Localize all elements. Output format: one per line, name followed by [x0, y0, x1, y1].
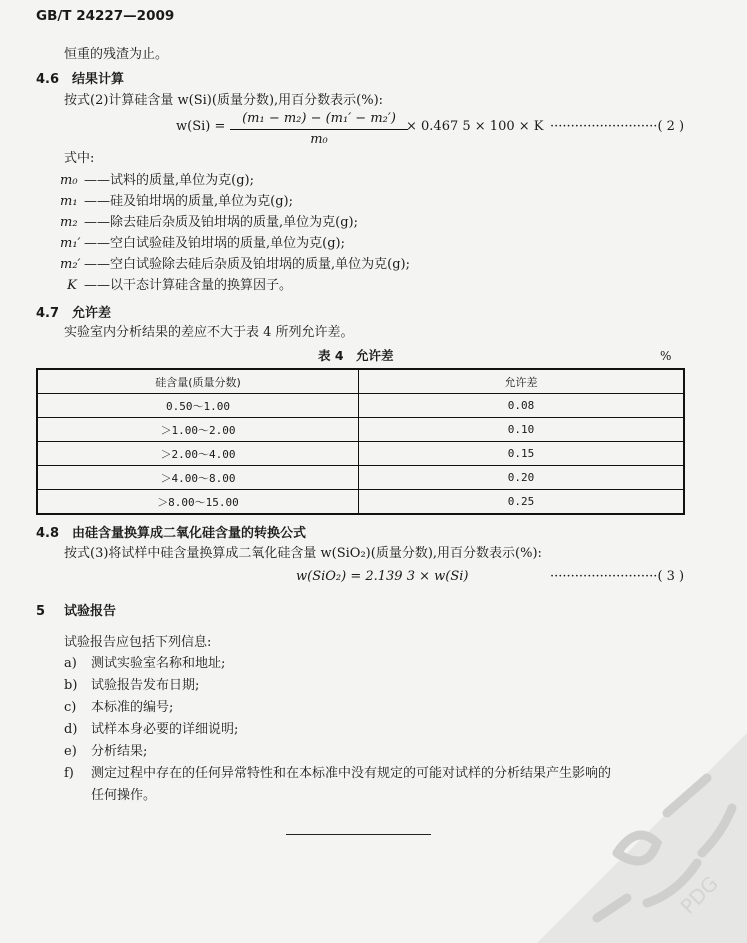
section-4-6-heading [36, 68, 124, 87]
table-4 [36, 368, 685, 515]
definition-m2-prime: m₂′ ——空白试验除去硅后杂质及铂坩埚的质量,单位为克(g); [60, 257, 410, 272]
table-cell: ＞2.00～4.00 [37, 442, 359, 466]
section-title: 试验报告 [64, 604, 117, 619]
table-cell: 0.15 [359, 442, 685, 466]
list-item: d) 试样本身必要的详细说明; [64, 722, 239, 737]
definition-m1: m₁ ——硅及铂坩埚的质量,单位为克(g); [60, 194, 293, 209]
carryover-line: 恒重的残渣为止。 [64, 47, 169, 62]
section-title: 由硅含量换算成二氧化硅含量的转换公式 [72, 526, 307, 541]
watermark-text: PDG [675, 871, 723, 919]
table-cell: 0.20 [359, 466, 685, 490]
list-item: f) 测定过程中存在的任何异常特性和在本标准中没有规定的可能对试样的分析结果产生影响的 [64, 766, 612, 781]
table-row [37, 466, 684, 490]
table-cell: 0.50～1.00 [37, 394, 359, 418]
table-row [37, 418, 684, 442]
list-item: a) 测试实验室名称和地址; [64, 656, 226, 671]
table-header-row [37, 369, 684, 394]
section-number: 5 [36, 604, 46, 619]
table-cell: ＞4.00～8.00 [37, 466, 359, 490]
section-4-8-heading [36, 522, 306, 541]
table-cell: ＞8.00～15.00 [37, 490, 359, 515]
equation-2-rhs: × 0.467 5 × 100 × K [406, 119, 544, 134]
list-item: e) 分析结果; [64, 744, 148, 759]
equation-3: w(SiO₂) = 2.139 3 × w(Si) [296, 569, 469, 584]
variable-definitions [60, 172, 410, 298]
pdg-watermark-stamp [497, 703, 747, 943]
table-row [37, 394, 684, 418]
table-cell: 0.08 [359, 394, 685, 418]
definition-m0: m₀ ——试料的质量,单位为克(g); [60, 173, 254, 188]
section-4-6-intro: 按式(2)计算硅含量 w(Si)(质量分数),用百分数表示(%): [64, 93, 384, 108]
section-4-7-intro: 实验室内分析结果的差应不大于表 4 所列允许差。 [64, 325, 354, 340]
equation-2-fraction [230, 110, 408, 149]
equation-2-denominator: m₀ [310, 132, 328, 147]
column-header: 硅含量(质量分数) [37, 369, 359, 394]
fraction-bar [230, 129, 408, 130]
definition-k: K ——以干态计算硅含量的换算因子。 [67, 278, 293, 293]
table-cell: 0.10 [359, 418, 685, 442]
section-number: 4.6 [36, 72, 60, 87]
equation-2-lhs: w(Si) = [176, 119, 226, 134]
end-rule [286, 834, 431, 835]
table-4-caption: 表 4 允许差 [318, 348, 394, 363]
list-item-continuation: 任何操作。 [91, 788, 157, 803]
table-cell: ＞1.00～2.00 [37, 418, 359, 442]
table-row [37, 442, 684, 466]
table-cell: 0.25 [359, 490, 685, 515]
table-row [37, 490, 684, 515]
equation-2-label: ··························( 2 ) [550, 119, 685, 134]
table-4-unit: % [660, 349, 672, 363]
list-item: c) 本标准的编号; [64, 700, 174, 715]
column-header: 允许差 [359, 369, 685, 394]
equation-3-label: ··························( 3 ) [550, 569, 685, 584]
section-4-8-intro: 按式(3)将试样中硅含量换算成二氧化硅含量 w(SiO₂)(质量分数),用百分数表示(%): [64, 546, 542, 561]
section-4-7-heading [36, 302, 111, 321]
list-item: b) 试验报告发布日期; [64, 678, 200, 693]
where-label: 式中: [64, 151, 95, 166]
section-5-intro: 试验报告应包括下列信息: [64, 635, 212, 650]
section-title: 结果计算 [72, 72, 125, 87]
definition-m1-prime: m₁′ ——空白试验硅及铂坩埚的质量,单位为克(g); [60, 236, 345, 251]
document-header: GB/T 24227—2009 [36, 8, 175, 24]
section-number: 4.8 [36, 526, 60, 541]
section-title: 允许差 [72, 306, 112, 321]
section-number: 4.7 [36, 306, 60, 321]
equation-2-numerator: (m₁ − m₂) − (m₁′ − m₂′) [242, 111, 396, 126]
section-5-heading [36, 600, 116, 619]
definition-m2: m₂ ——除去硅后杂质及铂坩埚的质量,单位为克(g); [60, 215, 358, 230]
